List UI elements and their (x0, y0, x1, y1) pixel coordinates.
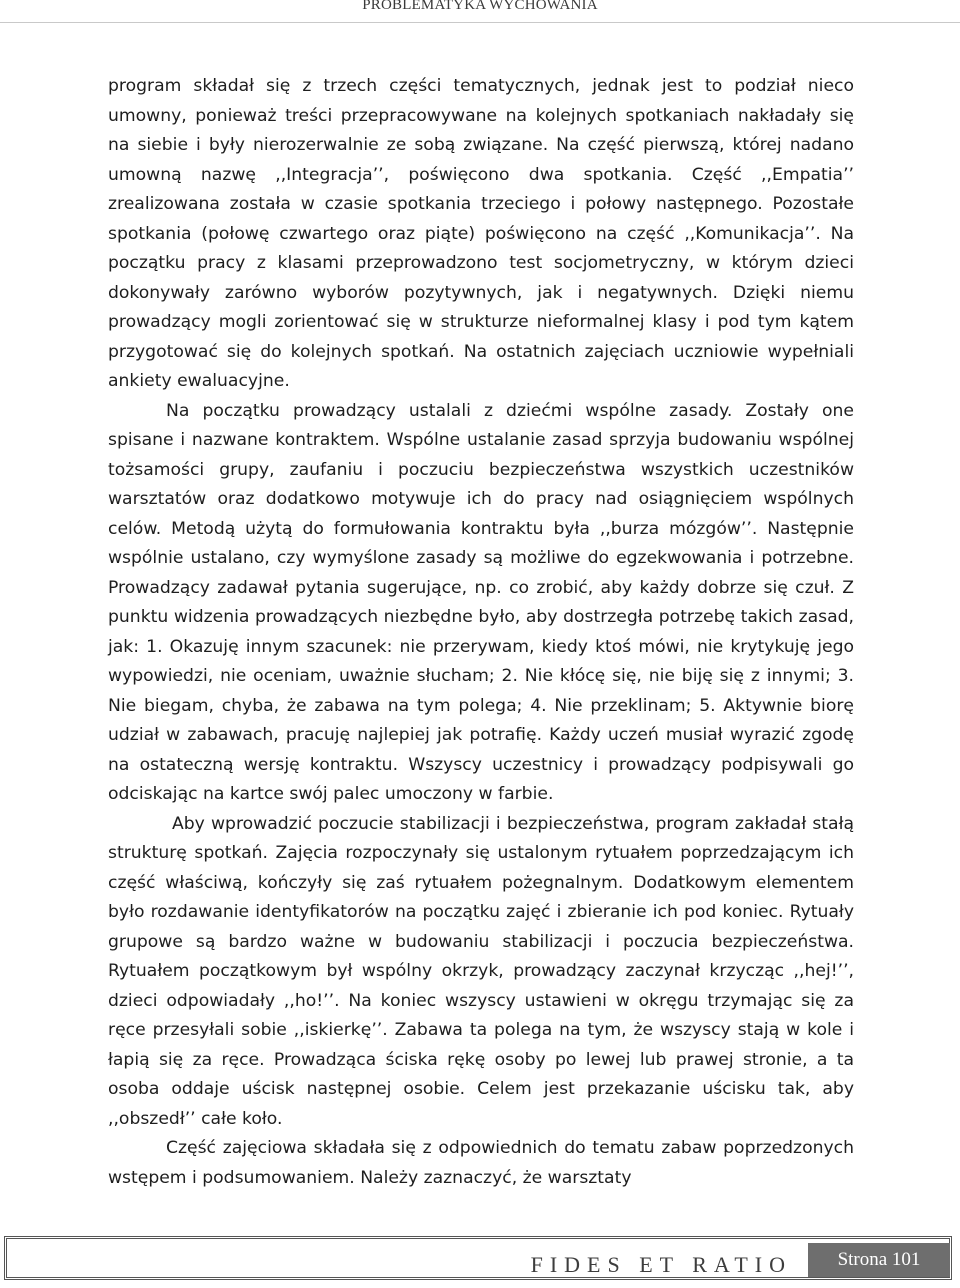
paragraph-contract: Na początku prowadzący ustalali z dziećmi wspólne zasady. Zostały one spisane i nazwane kontraktem. Wspólne ustalanie zasad sprzyja budowaniu wspólnej tożsamości grupy, zaufaniu i poczuciu bezpieczeństwa wszystkich uczestników warsztatów oraz dodatkowo motywuje ich do pracy nad osiągnięciem wspólnych celów. Metodą użytą do formułowania kontraktu była ,,burza mózgów’’. Następnie wspólnie ustalano, czy wymyślone zasady są możliwe do egzekwowania i potrzebne. Prowadzący zadawał pytania sugerujące, np. co zrobić, aby każdy dobrze się czuł. Z punktu widzenia prowadzących niezbędne było, aby dostrzegła potrzebę takich zasad, jak: 1. Okazuję innym szacunek: nie przerywam, kiedy ktoś mówi, nie krytykuję jego wypowiedzi, nie oceniam, uważnie słucham; 2. Nie kłócę się, nie biję się z innymi; 3. Nie biegam, chyba, że zabawa na tym polega; 4. Nie przeklinam; 5. Aktywnie biorę udział w zabawach, pracuję najlepiej jak potrafię. Każdy uczeń musiał wyrazić zgodę na ostateczną wersję kontraktu. Wszyscy uczestnicy i prowadzący podpisywali go odciskając na kartce swój palec umoczony w farbie. (108, 400, 854, 804)
running-header: PROBLEMATYKA WYCHOWANIA (362, 0, 598, 13)
page-number: Strona 101 (837, 1249, 921, 1270)
footer-page-badge (808, 1243, 950, 1277)
article-body (108, 72, 854, 1193)
footer-journal-name: FIDES ET RATIO (530, 1252, 792, 1277)
paragraph-program-structure: program składał się z trzech części tematycznych, jednak jest to podział nieco umowny, ponieważ treści przepracowywane na kolejnych spotkaniach nakładały się na siebie i były nierozerwalnie ze sobą związane. Na część pierwszą, której nadano umowną nazwę ,,Integracja’’, poświęcono dwa spotkania. Część ,,Empatia’’ zrealizowana została w czasie spotkania trzeciego i połowy następnego. Pozostałe spotkania (połowę czwartego oraz piąte) poświęcono na część ,,Komunikacja’’. Na początku pracy z klasami przeprowadzono test socjometryczny, w którym dzieci dokonywały zarówno wyborów pozytywnych, jak i negatywnych. Dzięki niemu prowadzący mogli zorientować się w strukturze nieformalnej klasy i pod tym kątem przygotować się do kolejnych spotkań. Na ostatnich zajęciach uczniowie wypełniali ankiety ewaluacyjne. (108, 76, 854, 391)
paragraph-rituals: Aby wprowadzić poczucie stabilizacji i bezpieczeństwa, program zakładał stałą strukturę spotkań. Zajęcia rozpoczynały się ustalonym rytuałem poprzedzającym ich część właściwą, kończyły się zaś rytuałem pożegnalnym. Dodatkowym elementem było rozdawanie identyfikatorów na początku zajęć i zbieranie ich pod koniec. Rytuały grupowe są bardzo ważne w budowaniu stabilizacji i poczucia bezpieczeństwa. Rytuałem początkowym był wspólny okrzyk, prowadzący zaczynał krzycząc ,,hej!’’, dzieci odpowiadały ,,ho!’’. Na koniec wszyscy ustawieni w okręgu trzymając się za ręce przesyłali sobie ,,iskierkę’’. Zabawa ta polega na tym, że wszyscy stają w kole i łapią się za ręce. Prowadząca ściska rękę osoby po lewej lub prawej stronie, a ta osoba oddaje uścisk następnej osobie. Celem jest przekazanie uścisku tak, aby ,,obszedł’’ całe koło. (108, 813, 854, 1129)
header-rule (0, 22, 960, 23)
paragraph-activities: Część zajęciowa składała się z odpowiednich do tematu zabaw poprzedzonych wstępem i podsumowaniem. Należy zaznaczyć, że warsztaty (108, 1138, 854, 1188)
